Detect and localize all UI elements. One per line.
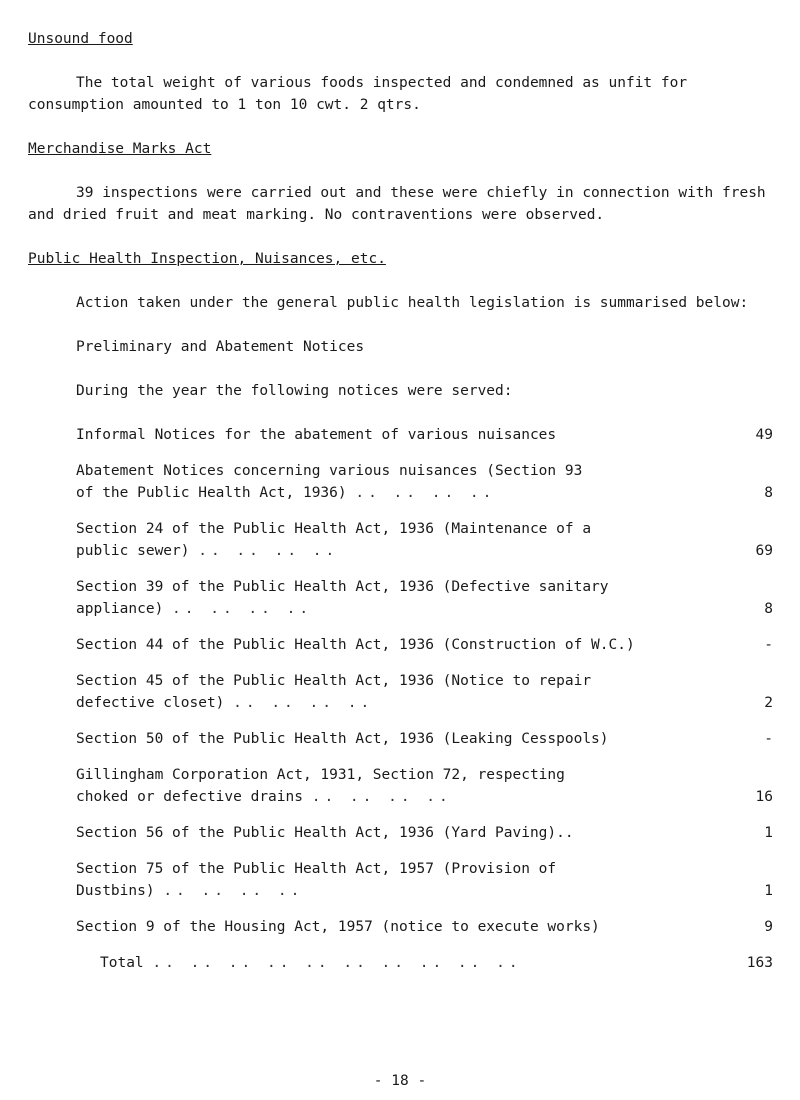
notice-value: 2 bbox=[764, 695, 773, 711]
notice-item: Section 24 of the Public Health Act, 1936 (Maintenance of a public sewer) .. .. .. .. 69 bbox=[28, 518, 773, 562]
notice-item bbox=[28, 916, 773, 938]
section-heading-unsound-food: Unsound food bbox=[28, 31, 133, 47]
notice-value: - bbox=[764, 637, 773, 653]
notice-value: 1 bbox=[764, 883, 773, 899]
notice-text-line2: Dustbins) bbox=[76, 883, 155, 899]
notice-value: 49 bbox=[755, 427, 773, 443]
notice-item bbox=[28, 822, 773, 844]
notice-text-line2: of the Public Health Act, 1936) bbox=[76, 485, 347, 501]
notice-value: 16 bbox=[755, 789, 773, 805]
notice-item bbox=[28, 634, 773, 656]
notice-text-line1: Abatement Notices concerning various nuisances (Section 93 bbox=[76, 463, 583, 479]
notice-text-line1: Section 44 of the Public Health Act, 1936 (Construction of W.C.) bbox=[76, 637, 635, 653]
notice-text-line2: defective closet) bbox=[76, 695, 225, 711]
page-number: - 18 - bbox=[373, 1073, 427, 1089]
intro-text: During the year the following notices were served: bbox=[76, 383, 513, 399]
notice-item bbox=[28, 424, 773, 446]
notice-text-line1: Section 39 of the Public Health Act, 1936 (Defective sanitary bbox=[76, 579, 609, 595]
section-heading-public-health: Public Health Inspection, Nuisances, etc. bbox=[28, 251, 386, 267]
notice-text-line1: Section 75 of the Public Health Act, 1957 (Provision of bbox=[76, 861, 557, 877]
notice-value: 8 bbox=[764, 485, 773, 501]
notice-text-line2: choked or defective drains bbox=[76, 789, 303, 805]
notice-text-line1: Section 24 of the Public Health Act, 1936 (Maintenance of a bbox=[76, 521, 592, 537]
notice-value: - bbox=[764, 731, 773, 747]
notice-value: 8 bbox=[764, 601, 773, 617]
total-label: Total bbox=[100, 955, 144, 971]
notice-text-line1: Informal Notices for the abatement of various nuisances bbox=[76, 427, 557, 443]
notice-item: Abatement Notices concerning various nuisances (Section 93 of the Public Health Act, 1936) .. .. .. .. 8 bbox=[28, 460, 773, 504]
notice-item: Section 45 of the Public Health Act, 1936 (Notice to repair defective closet) .. .. .. .. 2 bbox=[28, 670, 773, 714]
notice-text-line1: Section 50 of the Public Health Act, 1936 (Leaking Cesspools) bbox=[76, 731, 609, 747]
notice-text-line2: public sewer) bbox=[76, 543, 190, 559]
notice-item: Section 75 of the Public Health Act, 1957 (Provision of Dustbins) .. .. .. .. 1 bbox=[28, 858, 773, 902]
notice-item: Section 39 of the Public Health Act, 1936 (Defective sanitary appliance) .. .. .. .. 8 bbox=[28, 576, 773, 620]
paragraph-public-health: Action taken under the general public health legislation is summarised below: bbox=[76, 295, 749, 311]
total-value: 163 bbox=[746, 955, 773, 971]
notices-list bbox=[28, 424, 773, 952]
notice-item: Gillingham Corporation Act, 1931, Section 72, respecting choked or defective drains .. .. .. .. 16 bbox=[28, 764, 773, 808]
notice-text-line1: Section 56 of the Public Health Act, 1936 (Yard Paving).. bbox=[76, 825, 574, 841]
section-heading-merchandise: Merchandise Marks Act bbox=[28, 141, 212, 157]
paragraph-merchandise: 39 inspections were carried out and these were chiefly in connection with fresh and dried fruit and meat marking. No contraventions were observed. bbox=[28, 185, 766, 223]
total-row: Total .. .. .. .. .. .. .. .. .. .. 163 bbox=[28, 952, 773, 974]
notice-text-line1: Section 45 of the Public Health Act, 1936 (Notice to repair bbox=[76, 673, 592, 689]
notice-value: 9 bbox=[764, 919, 773, 935]
notice-text-line1: Gillingham Corporation Act, 1931, Section 72, respecting bbox=[76, 767, 565, 783]
notice-text-line2: appliance) bbox=[76, 601, 164, 617]
notice-value: 69 bbox=[755, 543, 773, 559]
notice-value: 1 bbox=[764, 825, 773, 841]
notice-text-line1: Section 9 of the Housing Act, 1957 (notice to execute works) bbox=[76, 919, 600, 935]
notice-item bbox=[28, 728, 773, 750]
document-page bbox=[28, 28, 773, 974]
subheading-notices: Preliminary and Abatement Notices bbox=[76, 339, 365, 355]
paragraph-unsound-food: The total weight of various foods inspected and condemned as unfit for consumption amounted to 1 ton 10 cwt. 2 qtrs. bbox=[28, 75, 688, 113]
